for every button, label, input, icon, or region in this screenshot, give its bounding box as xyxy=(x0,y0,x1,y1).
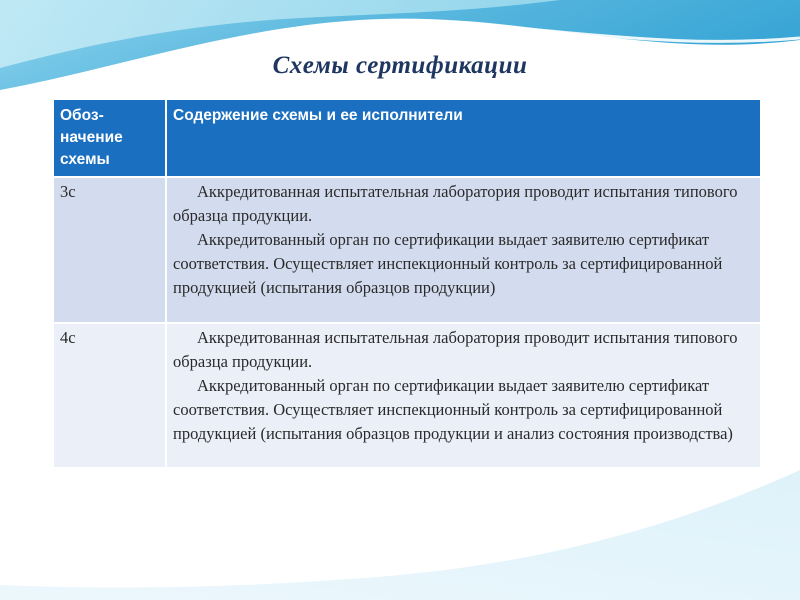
table-row xyxy=(54,323,760,467)
header-scheme-code xyxy=(54,100,166,177)
header-scheme-content xyxy=(166,100,760,177)
header-scheme-content-label: Содержение схемы и ее исполнители xyxy=(173,107,463,124)
slide-title: Схемы сертификации xyxy=(272,52,528,79)
scheme-code-cell: 3с xyxy=(54,177,166,323)
table-header-row xyxy=(54,100,760,177)
scheme-paragraph: Аккредитованная испытательная лаборатория проводит испытания типового образца продукции. xyxy=(173,328,738,371)
scheme-paragraph: Аккредитованный орган по сертификации выдает заявителю сертификат соответствия. Осуществляет инспекционный контроль за сертифицированной продукцией (испытания образцов продукции) xyxy=(173,230,723,297)
scheme-content-cell xyxy=(166,323,760,467)
header-scheme-code-label: Обоз- начение схемы xyxy=(60,107,123,168)
scheme-paragraph: Аккредитованный орган по сертификации выдает заявителю сертификат соответствия. Осуществляет инспекционный контроль за сертифицированной продукцией (испытания образцов продукции и анализ состояния производства) xyxy=(173,376,733,443)
certification-schemes-table xyxy=(54,100,760,467)
scheme-code-cell: 4с xyxy=(54,323,166,467)
table-row xyxy=(54,177,760,323)
scheme-paragraph: Аккредитованная испытательная лаборатория проводит испытания типового образца продукции. xyxy=(173,182,738,225)
scheme-content-cell xyxy=(166,177,760,323)
